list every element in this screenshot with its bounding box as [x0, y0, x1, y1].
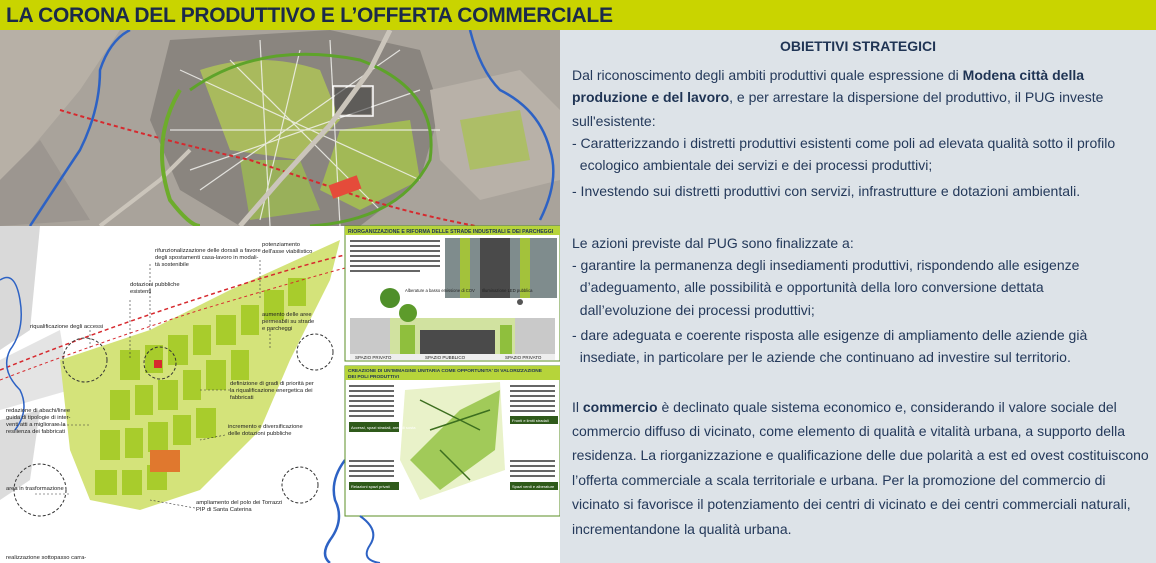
highlight-area	[150, 450, 180, 472]
svg-text:CREAZIONE DI UN'IMMAGINE UNITA: CREAZIONE DI UN'IMMAGINE UNITARIA COME OPPORTUNITA' DI VALORIZZAZIONE	[348, 369, 542, 374]
svg-text:ampliamento del polo dei Torra: ampliamento del polo dei Torrazzi	[196, 500, 283, 506]
svg-text:area in trasformazione: area in trasformazione	[6, 486, 64, 492]
section-label: SPAZIO PRIVATO	[355, 355, 392, 360]
text-segment: ecologico ambientale dei servizi e dei processi produttivi;	[572, 157, 933, 173]
svg-text:potenziamento: potenziamento	[262, 242, 301, 248]
svg-text:dell'asse viabilistico: dell'asse viabilistico	[262, 249, 313, 255]
text-segment: d’adeguamento, alle possibilità e opportunità della loro conversione dettata	[572, 279, 1044, 295]
tag-label: Fronti e limiti stradali	[512, 418, 549, 423]
text-line	[572, 326, 1087, 344]
text-segment: commercio diffuso di vicinato, come elemento di qualità e vitalità urbana, a supporto della	[572, 423, 1126, 439]
light-label: Illuminazione LED pubblica	[482, 288, 533, 293]
text-line	[572, 446, 1149, 464]
text-segment: è declinato quale sistema economico e, considerando il valore sociale del	[657, 399, 1117, 415]
text-emphasis: Modena città della	[962, 67, 1085, 83]
svg-text:tà sostenibile: tà sostenibile	[155, 262, 189, 268]
text-segment: dall’evoluzione dei processi produttivi;	[572, 302, 815, 318]
svg-text:RIORGANIZZAZIONE E RIFORMA DEL: RIORGANIZZAZIONE E RIFORMA DELLE STRADE INDUSTRIALI E DEI PARCHEGGI	[348, 229, 554, 235]
tree-label: Alberature a basso emissione di COV	[405, 288, 475, 293]
svg-text:la riqualificazione energetica: la riqualificazione energetica dei	[230, 388, 313, 394]
svg-text:PIP di Santa Caterina: PIP di Santa Caterina	[196, 507, 252, 513]
text-segment: Il	[572, 399, 583, 415]
text-line	[572, 88, 1103, 106]
text-line	[572, 398, 1117, 416]
text-line	[572, 278, 1044, 296]
objectives-heading: OBIETTIVI STRATEGICI	[779, 38, 937, 54]
text-emphasis: commercio	[582, 399, 658, 415]
text-line	[572, 156, 932, 174]
text-line	[572, 520, 792, 538]
svg-text:guida di tipologie di inter-: guida di tipologie di inter-	[6, 415, 71, 421]
title-bar	[0, 0, 1156, 30]
svg-text:dotazioni pubbliche: dotazioni pubbliche	[130, 282, 180, 288]
svg-text:riqualificazione degli accessi: riqualificazione degli accessi	[30, 324, 104, 330]
svg-text:degli spostamenti casa-lavoro: degli spostamenti casa-lavoro in modali-	[155, 255, 259, 261]
text-segment: Dal riconoscimento degli ambiti produttivi quale espressione di	[572, 67, 963, 83]
text-line	[572, 348, 1071, 366]
text-segment: - Investendo sui distretti produttivi con servizi, infrastrutture e dotazioni ambientali.	[572, 183, 1081, 199]
text-line	[572, 495, 1131, 513]
inset-panel-streets	[345, 226, 560, 361]
tag-label: Spazi verdi e alberature	[512, 484, 555, 489]
text-segment: - Caratterizzando i distretti produttivi esistenti come poli ad elevata qualità sotto il profilo	[572, 135, 1116, 151]
svg-text:esistenti: esistenti	[130, 289, 152, 295]
text-line	[572, 234, 854, 252]
text-segment: insediate, in particolare per le aziende che continuano ad investire sul territorio.	[572, 349, 1071, 365]
inset-panel-image	[345, 366, 560, 516]
tag-label: Accessi, spazi stradali, aree di sosta	[351, 425, 416, 430]
svg-text:venti atti a migliorare la: venti atti a migliorare la	[6, 422, 66, 428]
text-segment: , e per arrestare la dispersione del produttivo, il PUG investe	[729, 89, 1104, 105]
page-title: LA CORONA DEL PRODUTTIVO E L’OFFERTA COMMERCIALE	[6, 4, 613, 27]
svg-text:delle dotazioni pubbliche: delle dotazioni pubbliche	[228, 431, 292, 437]
text-line	[572, 422, 1125, 440]
text-emphasis: produzione e del lavoro	[572, 89, 730, 105]
text-segment: Le azioni previste dal PUG sono finalizzate a:	[572, 235, 854, 251]
svg-text:fabbricati: fabbricati	[230, 395, 254, 401]
tag-label: Relazioni spazi privati	[351, 484, 390, 489]
text-line	[572, 66, 1084, 84]
svg-text:e parcheggi: e parcheggi	[262, 326, 293, 332]
plan-map	[0, 226, 345, 563]
text-segment: - garantire la permanenza degli insediamenti produttivi, rispondendo alle esigenze	[572, 257, 1080, 273]
text-line	[572, 301, 815, 319]
objectives-panel	[560, 30, 1156, 563]
aerial-map	[0, 30, 560, 240]
text-line	[572, 134, 1115, 152]
svg-text:incremento e diversificazione: incremento e diversificazione	[228, 424, 303, 430]
text-line	[572, 471, 1106, 489]
text-segment: sull'esistente:	[572, 113, 656, 129]
text-segment: incrementandone la qualità urbana.	[572, 521, 792, 537]
svg-text:DEI POLI PRODUTTIVI: DEI POLI PRODUTTIVI	[348, 375, 399, 380]
svg-text:definizione di gradi di priori: definizione di gradi di priorità per	[230, 381, 314, 387]
svg-text:realizzazione sottopasso carra: realizzazione sottopasso carra-	[6, 555, 87, 561]
annotation-text: rifunzionalizzazione delle dorsali a favore	[155, 248, 261, 254]
text-segment: residenza. La riorganizzazione e qualificazione delle due polarità a est ed ovest costituiscono	[572, 447, 1149, 463]
svg-text:resilienza dei fabbricati: resilienza dei fabbricati	[6, 429, 65, 435]
text-line	[572, 112, 656, 130]
svg-text:aumento delle aree: aumento delle aree	[262, 312, 312, 318]
text-segment: l’offerta commerciale a scala territoriale e urbana. Per la promozione del commercio di	[572, 472, 1106, 488]
section-label: SPAZIO PRIVATO	[505, 355, 542, 360]
section-label: SPAZIO PUBBLICO	[425, 355, 466, 360]
map-illustration	[0, 30, 560, 563]
text-line	[572, 256, 1079, 274]
text-segment: vicinato si favorisce il potenziamento dei centri di vicinato e dei centri commerciali naturali,	[572, 496, 1131, 512]
svg-text:redazione di abachi/linee: redazione di abachi/linee	[6, 408, 71, 414]
text-line	[572, 182, 1080, 200]
svg-text:permeabili su strade: permeabili su strade	[262, 319, 315, 325]
text-segment: - dare adeguata e coerente risposta alle esigenze di ampliamento delle aziende già	[572, 327, 1088, 343]
